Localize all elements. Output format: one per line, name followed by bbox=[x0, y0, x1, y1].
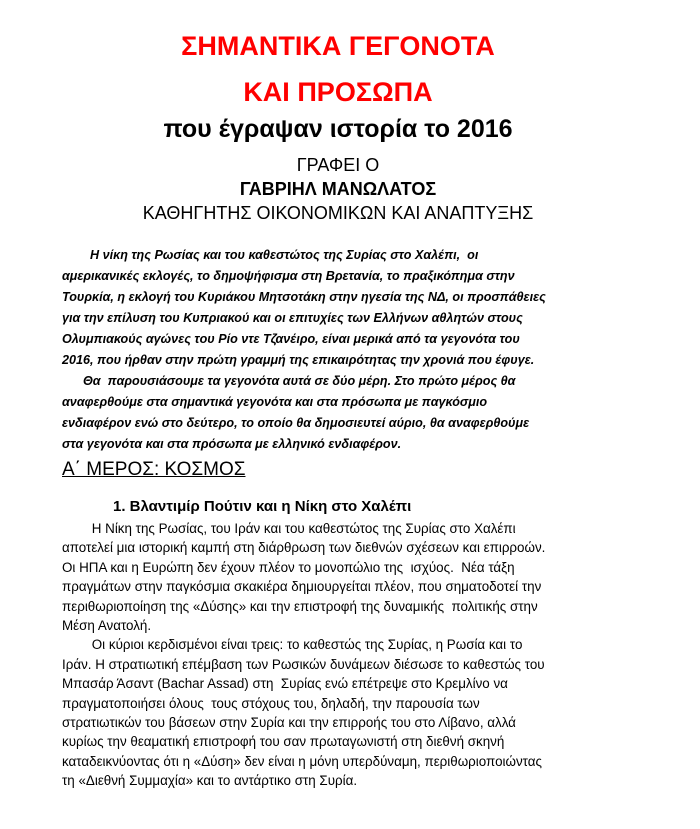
body-line: Η Νίκη της Ρωσίας, του Ιράν και του καθεστώτος της Συρίας στο Χαλέπι bbox=[62, 521, 516, 536]
intro-line: Η νίκη της Ρωσίας και του καθεστώτος της Συρίας στο Χαλέπι, οι bbox=[62, 248, 479, 262]
intro-line: για την επίλυση του Κυπριακού και οι επιτυχίες των Ελλήνων αθλητών στους bbox=[62, 311, 523, 325]
intro-line: ενδιαφέρον ενώ στο δεύτερο, το οποίο θα δημοσιευτεί αύριο, θα αναφερθούμε bbox=[62, 416, 530, 430]
intro-line: στα γεγονότα και στα πρόσωπα με ελληνικό ενδιαφέρον. bbox=[62, 437, 402, 451]
body-line: κυρίως την θεαματική επιστροφή του σαν πρωταγωνιστή στη διεθνή σκηνή bbox=[62, 734, 505, 750]
body-line: τη «Διεθνή Συμμαχία» και το αντάρτικο στη Συρία. bbox=[62, 773, 358, 789]
title-line-2: ΚΑΙ ΠΡΟΣΩΠΑ bbox=[243, 77, 433, 107]
body-line: Μπασάρ Άσαντ (Bachar Assad) στη Συρίας ενώ επέτρεψε στο Κρεμλίνο να bbox=[62, 676, 508, 692]
title-line-1: ΣΗΜΑΝΤΙΚΑ ΓΕΓΟΝΟΤΑ bbox=[181, 31, 495, 61]
intro-line: 2016, που ήρθαν στην πρώτη γραμμή της επικαιρότητας την χρονιά που έφυγε. bbox=[62, 353, 535, 367]
body-line: καταδεικνύοντας ότι η «Δύση» δεν είναι η μόνη υπερδύναμη, περιθωριοποιώντας bbox=[62, 753, 542, 769]
intro-line: αμερικανικές εκλογές, το δημοψήφισμα στη Βρετανία, το πραξικόπημα στην bbox=[62, 269, 515, 283]
body-line: Ιράν. Η στρατιωτική επέμβαση των Ρωσικών δυνάμεων διέσωσε το καθεστώς του bbox=[62, 656, 545, 672]
section-heading: Α΄ ΜΕΡΟΣ: ΚΟΣΜΟΣ bbox=[62, 459, 246, 480]
body-line: Οι κύριοι κερδισμένοι είναι τρεις: το καθεστώς της Συρίας, η Ρωσία και το bbox=[62, 637, 523, 653]
subtitle: που έγραψαν ιστορία το 2016 bbox=[163, 115, 513, 143]
author-role: ΚΑΘΗΓΗΤΗΣ ΟΙΚΟΝΟΜΙΚΩΝ ΚΑΙ ΑΝΑΠΤΥΞΗΣ bbox=[142, 203, 534, 223]
intro-line: αναφερθούμε στα σημαντικά γεγονότα και στα πρόσωπα με παγκόσμιο bbox=[62, 395, 488, 409]
body-paragraph bbox=[62, 519, 622, 791]
body-line: Οι ΗΠΑ και η Ευρώπη δεν έχουν πλέον το μονοπώλιο της ισχύος. Νέα τάξη bbox=[62, 559, 515, 575]
body-line: πραγματοποιήσει όλους τους στόχους του, δηλαδή, την παρουσία των bbox=[62, 695, 480, 711]
body-line: αποτελεί μια ιστορική καμπή στη διάρθρωση των διεθνών σχέσεων και επιρροών. bbox=[62, 540, 546, 556]
intro-line: Τουρκία, η εκλογή του Κυριάκου Μητσοτάκη στην ηγεσία της ΝΔ, οι προσπάθειες bbox=[62, 290, 546, 304]
body-line: περιθωριοποίηση της «Δύσης» και την επιστροφή της δυναμικής πολιτικής στην bbox=[62, 598, 538, 614]
intro-line: Ολυμπιακούς αγώνες του Ρίο ντε Τζανέιρο, είναι μερικά από τα γεγονότα του bbox=[62, 332, 520, 346]
byline-writes: ΓΡΑΦΕΙ Ο bbox=[296, 155, 380, 175]
intro-paragraph bbox=[62, 245, 610, 455]
item-heading: 1. Βλαντιμίρ Πούτιν και η Νίκη στο Χαλέπι bbox=[113, 498, 412, 515]
author-name: ΓΑΒΡΙΗΛ ΜΑΝΩΛΑΤΟΣ bbox=[239, 179, 437, 199]
body-line: στρατιωτικών του βάσεων στην Συρία και την επιρροής του στο Λίβανο, αλλά bbox=[62, 715, 516, 731]
body-line: πραγμάτων στην παγκόσμια σκακιέρα δημιουργείται πλέον, που σηματοδοτεί την bbox=[62, 579, 542, 595]
body-line: Μέση Ανατολή. bbox=[62, 618, 152, 634]
intro-line: Θα παρουσιάσουμε τα γεγονότα αυτά σε δύο μέρη. Στο πρώτο μέρος θα bbox=[62, 374, 516, 388]
